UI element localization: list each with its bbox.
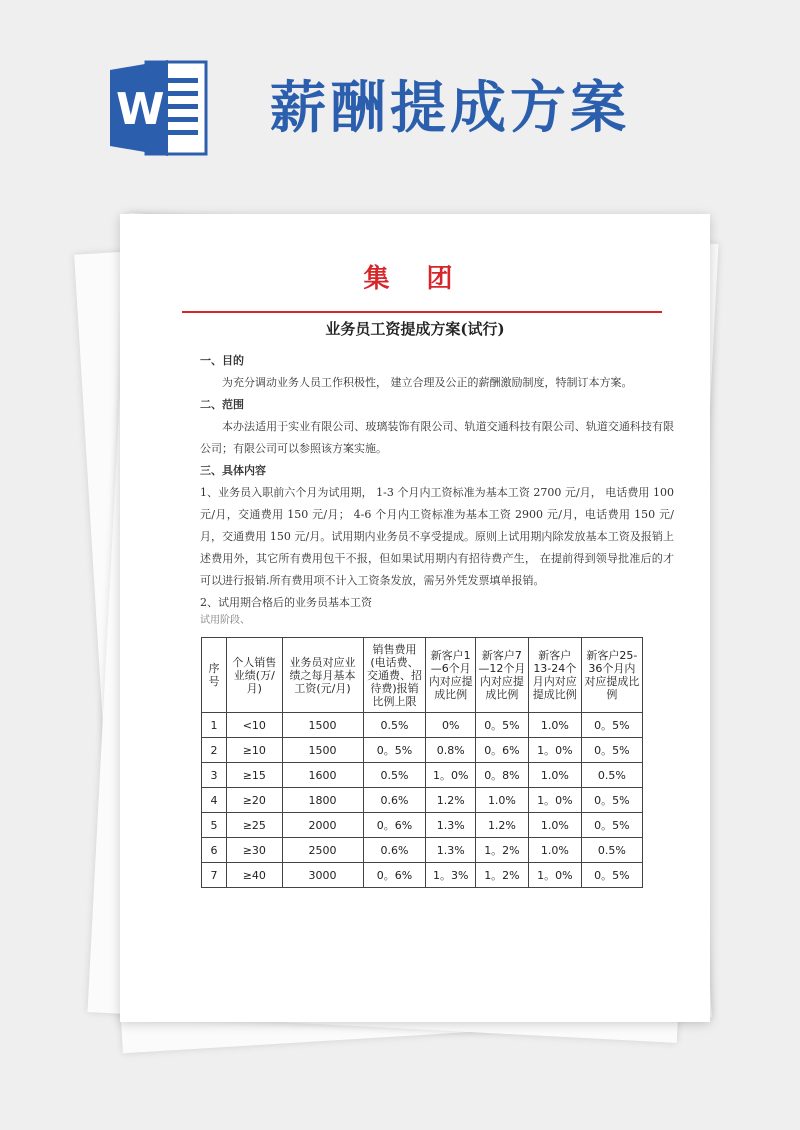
table-cell: 6 — [202, 838, 227, 863]
document-page — [120, 214, 710, 1022]
table-cell: 0.8% — [426, 738, 476, 763]
table-cell: 1.0% — [528, 838, 581, 863]
table-cell: 1500 — [282, 713, 363, 738]
section-heading: 一、目的 — [200, 354, 244, 367]
table-cell: ≥10 — [227, 738, 282, 763]
document-title: 业务员工资提成方案(试行) — [325, 320, 505, 338]
table-cell: 1。2% — [475, 863, 528, 888]
table-row — [202, 813, 643, 838]
section-paragraph: 本办法适用于实业有限公司、玻璃装饰有限公司、轨道交通科技有限公司、轨道交通科技有限公司；有限公司可以参照该方案实施。 — [200, 420, 674, 455]
table-cell: 0.5% — [363, 763, 426, 788]
table-cell: 0.5% — [581, 838, 642, 863]
table-cell: ≥15 — [227, 763, 282, 788]
table-cell: 0% — [426, 713, 476, 738]
table-cell: 0。6% — [363, 863, 426, 888]
table-cell: 3000 — [282, 863, 363, 888]
svg-text:W: W — [116, 84, 165, 135]
table-cell: 1.2% — [426, 788, 476, 813]
table-cell: 1.0% — [475, 788, 528, 813]
table-cell: 0.6% — [363, 788, 426, 813]
table-header-row — [202, 638, 643, 713]
table-cell: 1800 — [282, 788, 363, 813]
table-row — [202, 738, 643, 763]
word-document-icon — [110, 58, 210, 158]
table-cell: 0。5% — [581, 713, 642, 738]
table-cell: 1.0% — [528, 713, 581, 738]
company-name: 集 团 — [363, 264, 467, 294]
table-cell: 1.3% — [426, 838, 476, 863]
table-cell: 0。5% — [475, 713, 528, 738]
section-heading: 三、具体内容 — [200, 464, 266, 477]
table-cell: 0。5% — [581, 813, 642, 838]
table-cell: ≥20 — [227, 788, 282, 813]
table-cell: 0。8% — [475, 763, 528, 788]
table-cell: <10 — [227, 713, 282, 738]
table-cell: 0。5% — [581, 863, 642, 888]
column-header: 销售费用(电话费、交通费、招待费)报销比例上限 — [363, 638, 426, 713]
overlapped-text-line: 试用阶段、 — [200, 615, 250, 626]
table-cell: 0。5% — [581, 738, 642, 763]
document-body — [200, 350, 674, 628]
table-cell: 1。0% — [528, 863, 581, 888]
table-cell: 5 — [202, 813, 227, 838]
table-row — [202, 713, 643, 738]
table-cell: 2000 — [282, 813, 363, 838]
table-row — [202, 763, 643, 788]
table-cell: 0。5% — [363, 738, 426, 763]
overlapped-text-line: 2、试用期合格后的业务员基本工资 — [200, 596, 372, 609]
table-cell: 1.0% — [528, 763, 581, 788]
table-cell: 1。0% — [426, 763, 476, 788]
table-cell: 1.3% — [426, 813, 476, 838]
table-cell: 0.5% — [363, 713, 426, 738]
section-paragraph: 1、业务员入职前六个月为试用期， 1-3 个月内工资标准为基本工资 2700 元/月， 电话费用 100 元/月，交通费用 150 元/月； 4-6 个月内工资标准为基本工资 2900 元/月，电话费用 150 元/月，交通费用 150 元/月。试用期内业务员不享受提成。原则上试用期内除发放基本工资及报销上述费用外，其它所有费用包干不报，但如果试用期内有招待费产生， 在提前得到领导批准后的才可以进行报销.所有费用项不计入工资条发放，需另外凭发票填单报销。 — [200, 486, 674, 587]
table-row — [202, 788, 643, 813]
table-cell: ≥30 — [227, 838, 282, 863]
table-cell: 2500 — [282, 838, 363, 863]
table-cell: 0.6% — [363, 838, 426, 863]
table-cell: 0。6% — [475, 738, 528, 763]
table-cell: 1。0% — [528, 788, 581, 813]
column-header: 新客户13-24个月内对应提成比例 — [528, 638, 581, 713]
table-cell: 3 — [202, 763, 227, 788]
table-cell: 1.2% — [475, 813, 528, 838]
table-cell: 2 — [202, 738, 227, 763]
column-header: 个人销售业绩(万/月) — [227, 638, 282, 713]
table-cell: 1。3% — [426, 863, 476, 888]
section-heading: 二、范围 — [200, 398, 244, 411]
table-row — [202, 863, 643, 888]
table-cell: 1500 — [282, 738, 363, 763]
table-cell: ≥40 — [227, 863, 282, 888]
table-cell: 4 — [202, 788, 227, 813]
table-cell: ≥25 — [227, 813, 282, 838]
column-header: 新客户25-36个月内对应提成比例 — [581, 638, 642, 713]
table-cell: 1 — [202, 713, 227, 738]
section-paragraph: 为充分调动业务人员工作积极性， 建立合理及公正的薪酬激励制度，特制订本方案。 — [222, 376, 633, 389]
table-cell: 0。5% — [581, 788, 642, 813]
header-divider — [182, 311, 662, 313]
table-cell: 1。0% — [528, 738, 581, 763]
column-header: 新客户1—6个月内对应提成比例 — [426, 638, 476, 713]
column-header: 业务员对应业绩之每月基本工资(元/月) — [282, 638, 363, 713]
column-header: 新客户7—12个月内对应提成比例 — [475, 638, 528, 713]
table-cell: 0.5% — [581, 763, 642, 788]
table-cell: 1.0% — [528, 813, 581, 838]
commission-table — [201, 637, 643, 888]
table-row — [202, 838, 643, 863]
table-cell: 7 — [202, 863, 227, 888]
table-cell: 0。6% — [363, 813, 426, 838]
table-cell: 1600 — [282, 763, 363, 788]
table-cell: 1。2% — [475, 838, 528, 863]
column-header: 序号 — [202, 638, 227, 713]
page-title: 薪酬提成方案 — [270, 76, 630, 141]
